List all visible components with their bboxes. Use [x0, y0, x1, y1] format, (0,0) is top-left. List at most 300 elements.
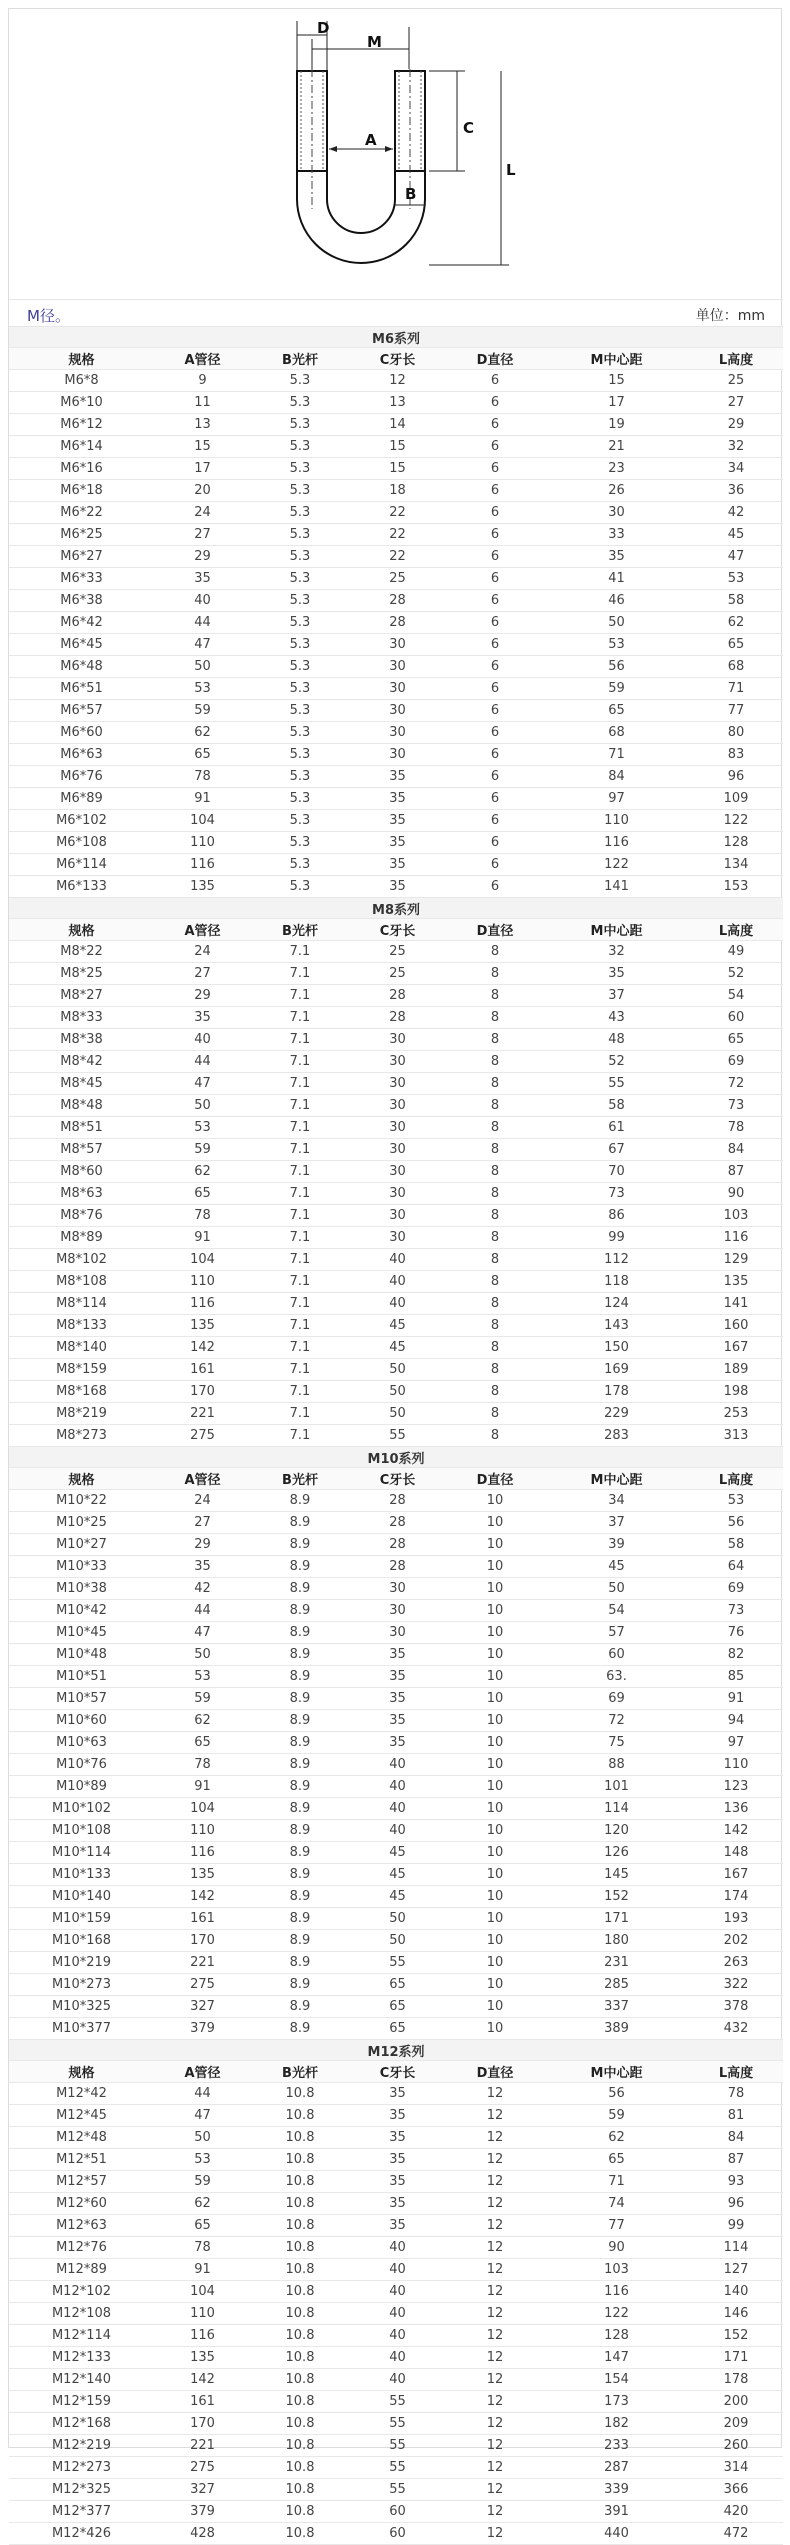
table-cell: 28	[349, 1556, 446, 1578]
table-cell: 30	[349, 1139, 446, 1161]
table-cell: 6	[446, 788, 544, 810]
table-cell: 8	[446, 1425, 544, 1447]
table-cell: 40	[349, 2259, 446, 2281]
table-cell: 99	[544, 1227, 689, 1249]
table-row	[9, 458, 783, 480]
table-cell: M10*57	[9, 1688, 154, 1710]
table-cell: 35	[349, 2171, 446, 2193]
table-cell: 5.3	[251, 370, 349, 392]
table-cell: 35	[349, 1688, 446, 1710]
table-cell: 22	[349, 524, 446, 546]
c-label: C	[463, 119, 475, 137]
table-row	[9, 1249, 783, 1271]
table-cell: 8	[446, 1337, 544, 1359]
column-header: D直径	[446, 348, 544, 370]
table-cell: M8*168	[9, 1381, 154, 1403]
table-cell: 10.8	[251, 2325, 349, 2347]
table-cell: 47	[689, 546, 783, 568]
table-cell: 53	[154, 2149, 251, 2171]
table-cell: 35	[349, 1732, 446, 1754]
table-cell: M8*219	[9, 1403, 154, 1425]
table-cell: 104	[154, 810, 251, 832]
table-cell: 6	[446, 634, 544, 656]
table-cell: 12	[446, 2215, 544, 2237]
table-cell: 59	[154, 1688, 251, 1710]
table-row	[9, 1578, 783, 1600]
table-row	[9, 1183, 783, 1205]
table-row	[9, 766, 783, 788]
series-title-row	[9, 898, 783, 919]
table-cell: 71	[544, 744, 689, 766]
table-cell: 7.1	[251, 1359, 349, 1381]
table-cell: 53	[689, 568, 783, 590]
table-cell: M6*10	[9, 392, 154, 414]
table-cell: 40	[349, 2281, 446, 2303]
table-cell: 193	[689, 1908, 783, 1930]
table-cell: 10.8	[251, 2149, 349, 2171]
table-cell: 141	[544, 876, 689, 898]
table-cell: 229	[544, 1403, 689, 1425]
table-cell: 8.9	[251, 1754, 349, 1776]
table-cell: 5.3	[251, 656, 349, 678]
table-cell: 8	[446, 1007, 544, 1029]
table-cell: 146	[689, 2303, 783, 2325]
table-cell: M10*325	[9, 1996, 154, 2018]
table-cell: 56	[689, 1512, 783, 1534]
table-cell: 5.3	[251, 502, 349, 524]
table-cell: 65	[349, 1974, 446, 1996]
table-cell: 59	[154, 700, 251, 722]
table-cell: 152	[689, 2325, 783, 2347]
table-cell: 39	[544, 1534, 689, 1556]
table-cell: 12	[446, 2127, 544, 2149]
table-cell: 85	[689, 1666, 783, 1688]
table-row	[9, 1271, 783, 1293]
table-cell: 6	[446, 414, 544, 436]
table-cell: 25	[349, 568, 446, 590]
table-cell: 25	[689, 370, 783, 392]
table-cell: M6*42	[9, 612, 154, 634]
table-cell: 171	[689, 2347, 783, 2369]
table-cell: 153	[689, 876, 783, 898]
table-cell: M6*45	[9, 634, 154, 656]
column-header: D直径	[446, 2061, 544, 2083]
table-cell: 21	[544, 436, 689, 458]
table-cell: M10*168	[9, 1930, 154, 1952]
table-row	[9, 2237, 783, 2259]
table-cell: M6*38	[9, 590, 154, 612]
table-cell: 47	[154, 634, 251, 656]
table-cell: M12*42	[9, 2083, 154, 2105]
table-cell: M10*133	[9, 1864, 154, 1886]
table-cell: M10*60	[9, 1710, 154, 1732]
table-cell: 263	[689, 1952, 783, 1974]
table-cell: 103	[544, 2259, 689, 2281]
table-cell: 43	[544, 1007, 689, 1029]
table-cell: M6*14	[9, 436, 154, 458]
table-cell: 84	[689, 2127, 783, 2149]
table-cell: 12	[446, 2083, 544, 2105]
table-cell: 5.3	[251, 700, 349, 722]
table-cell: 145	[544, 1864, 689, 1886]
table-cell: M12*325	[9, 2479, 154, 2501]
table-cell: 10.8	[251, 2479, 349, 2501]
table-cell: 35	[349, 2105, 446, 2127]
table-cell: 50	[154, 1644, 251, 1666]
table-cell: M10*219	[9, 1952, 154, 1974]
table-cell: 10	[446, 1908, 544, 1930]
column-header: 规格	[9, 1468, 154, 1490]
table-row	[9, 1864, 783, 1886]
table-row	[9, 1117, 783, 1139]
table-cell: M8*51	[9, 1117, 154, 1139]
table-cell: 53	[154, 1666, 251, 1688]
table-cell: 17	[154, 458, 251, 480]
table-cell: 112	[544, 1249, 689, 1271]
column-header: M中心距	[544, 1468, 689, 1490]
table-cell: 6	[446, 436, 544, 458]
table-cell: 59	[154, 2171, 251, 2193]
table-cell: 129	[689, 1249, 783, 1271]
table-cell: 13	[154, 414, 251, 436]
table-row	[9, 2215, 783, 2237]
table-cell: 65	[544, 2149, 689, 2171]
table-cell: 69	[689, 1051, 783, 1073]
table-cell: M12*45	[9, 2105, 154, 2127]
table-cell: M6*18	[9, 480, 154, 502]
table-cell: 94	[689, 1710, 783, 1732]
table-cell: 20	[154, 480, 251, 502]
table-cell: 7.1	[251, 1205, 349, 1227]
table-cell: M10*45	[9, 1622, 154, 1644]
table-cell: 12	[446, 2435, 544, 2457]
table-row	[9, 2259, 783, 2281]
table-cell: 5.3	[251, 458, 349, 480]
table-cell: 114	[689, 2237, 783, 2259]
table-cell: 116	[154, 1842, 251, 1864]
table-cell: 8.9	[251, 1512, 349, 1534]
table-cell: 10.8	[251, 2413, 349, 2435]
table-cell: 7.1	[251, 1183, 349, 1205]
table-cell: 8.9	[251, 1622, 349, 1644]
table-cell: 7.1	[251, 1007, 349, 1029]
table-cell: 12	[446, 2523, 544, 2545]
table-cell: 7.1	[251, 1161, 349, 1183]
table-cell: 35	[349, 2149, 446, 2171]
table-cell: 30	[349, 722, 446, 744]
table-cell: M10*273	[9, 1974, 154, 1996]
table-cell: 5.3	[251, 744, 349, 766]
table-cell: M12*89	[9, 2259, 154, 2281]
table-cell: 200	[689, 2391, 783, 2413]
table-cell: 5.3	[251, 414, 349, 436]
table-row	[9, 1029, 783, 1051]
table-cell: 65	[544, 700, 689, 722]
column-header: 规格	[9, 919, 154, 941]
table-cell: 10	[446, 1776, 544, 1798]
series-title-row	[9, 2040, 783, 2061]
table-row	[9, 2347, 783, 2369]
table-cell: 78	[154, 766, 251, 788]
table-cell: 8.9	[251, 1688, 349, 1710]
table-cell: 420	[689, 2501, 783, 2523]
table-cell: 35	[544, 963, 689, 985]
table-cell: 46	[544, 590, 689, 612]
table-row	[9, 2193, 783, 2215]
table-cell: 7.1	[251, 1293, 349, 1315]
table-cell: 8.9	[251, 2018, 349, 2040]
table-cell: M8*63	[9, 1183, 154, 1205]
table-cell: 10	[446, 1930, 544, 1952]
table-cell: 35	[349, 854, 446, 876]
table-cell: 29	[154, 546, 251, 568]
table-cell: M8*48	[9, 1095, 154, 1117]
table-row	[9, 1908, 783, 1930]
table-row	[9, 370, 783, 392]
table-cell: 40	[349, 2369, 446, 2391]
a-label: A	[365, 131, 377, 149]
table-cell: 30	[349, 1578, 446, 1600]
table-cell: 27	[689, 392, 783, 414]
b-label: B	[405, 185, 417, 203]
column-header: 规格	[9, 348, 154, 370]
spec-table	[9, 327, 783, 2545]
table-cell: 65	[154, 1183, 251, 1205]
table-cell: 82	[689, 1644, 783, 1666]
table-row	[9, 1381, 783, 1403]
table-cell: 128	[544, 2325, 689, 2347]
table-cell: 6	[446, 722, 544, 744]
table-cell: 71	[544, 2171, 689, 2193]
table-cell: 7.1	[251, 1073, 349, 1095]
table-cell: 8.9	[251, 1974, 349, 1996]
table-cell: 6	[446, 678, 544, 700]
table-row	[9, 2457, 783, 2479]
table-cell: 45	[349, 1864, 446, 1886]
table-cell: M8*33	[9, 1007, 154, 1029]
table-cell: M6*33	[9, 568, 154, 590]
table-cell: 30	[349, 1095, 446, 1117]
table-row	[9, 524, 783, 546]
table-cell: 8.9	[251, 1908, 349, 1930]
table-row	[9, 700, 783, 722]
table-cell: 8	[446, 1205, 544, 1227]
table-row	[9, 1754, 783, 1776]
table-cell: 55	[349, 2435, 446, 2457]
column-header: A管径	[154, 919, 251, 941]
table-cell: 5.3	[251, 436, 349, 458]
table-cell: 174	[689, 1886, 783, 1908]
table-cell: 7.1	[251, 963, 349, 985]
table-cell: 10	[446, 1996, 544, 2018]
table-cell: 122	[544, 2303, 689, 2325]
table-cell: 10.8	[251, 2501, 349, 2523]
table-cell: 8.9	[251, 1930, 349, 1952]
table-row	[9, 1534, 783, 1556]
table-cell: 5.3	[251, 590, 349, 612]
table-cell: 22	[349, 546, 446, 568]
m-label: M	[367, 33, 382, 51]
table-cell: 47	[154, 2105, 251, 2127]
table-cell: M6*48	[9, 656, 154, 678]
table-cell: 29	[154, 985, 251, 1007]
table-row	[9, 2369, 783, 2391]
table-row	[9, 678, 783, 700]
table-cell: 8	[446, 1095, 544, 1117]
table-cell: 35	[544, 546, 689, 568]
table-cell: M10*48	[9, 1644, 154, 1666]
table-cell: 170	[154, 1930, 251, 1952]
table-cell: 65	[689, 1029, 783, 1051]
table-cell: 12	[349, 370, 446, 392]
table-cell: 8.9	[251, 1600, 349, 1622]
table-row	[9, 2391, 783, 2413]
table-cell: 8	[446, 1183, 544, 1205]
table-cell: 171	[544, 1908, 689, 1930]
table-cell: 64	[689, 1556, 783, 1578]
column-header: C牙长	[349, 1468, 446, 1490]
table-cell: 30	[349, 656, 446, 678]
table-cell: 40	[349, 1249, 446, 1271]
table-cell: 40	[349, 1798, 446, 1820]
table-row	[9, 2105, 783, 2127]
table-cell: M12*377	[9, 2501, 154, 2523]
table-cell: M10*51	[9, 1666, 154, 1688]
table-cell: 12	[446, 2193, 544, 2215]
table-cell: M8*133	[9, 1315, 154, 1337]
table-cell: 8	[446, 1293, 544, 1315]
column-header: M中心距	[544, 2061, 689, 2083]
table-cell: 54	[544, 1600, 689, 1622]
table-cell: 78	[154, 2237, 251, 2259]
table-row	[9, 1842, 783, 1864]
table-cell: 7.1	[251, 1381, 349, 1403]
table-cell: 96	[689, 766, 783, 788]
column-header: C牙长	[349, 2061, 446, 2083]
table-cell: 8.9	[251, 1776, 349, 1798]
table-cell: 10.8	[251, 2171, 349, 2193]
page-frame	[8, 8, 782, 2541]
table-cell: 62	[154, 722, 251, 744]
table-cell: 5.3	[251, 612, 349, 634]
column-header: 规格	[9, 2061, 154, 2083]
table-cell: 30	[349, 634, 446, 656]
table-cell: 10	[446, 1600, 544, 1622]
table-cell: M6*25	[9, 524, 154, 546]
table-cell: 8	[446, 941, 544, 963]
table-row	[9, 1556, 783, 1578]
table-cell: M12*51	[9, 2149, 154, 2171]
table-cell: 148	[689, 1842, 783, 1864]
series-title-row	[9, 327, 783, 348]
table-cell: 114	[544, 1798, 689, 1820]
table-cell: 135	[154, 1864, 251, 1886]
table-cell: 36	[689, 480, 783, 502]
table-cell: 8.9	[251, 1578, 349, 1600]
table-cell: 135	[689, 1271, 783, 1293]
table-row	[9, 1952, 783, 1974]
table-cell: 81	[689, 2105, 783, 2127]
table-cell: 136	[689, 1798, 783, 1820]
table-row	[9, 1776, 783, 1798]
table-cell: 8.9	[251, 1644, 349, 1666]
table-cell: 101	[544, 1776, 689, 1798]
table-cell: 60	[544, 1644, 689, 1666]
table-cell: 55	[349, 1425, 446, 1447]
table-cell: 56	[544, 656, 689, 678]
table-cell: 40	[154, 590, 251, 612]
table-cell: 10.8	[251, 2347, 349, 2369]
table-cell: M6*51	[9, 678, 154, 700]
table-cell: 54	[689, 985, 783, 1007]
table-cell: 169	[544, 1359, 689, 1381]
table-cell: M8*102	[9, 1249, 154, 1271]
table-cell: 65	[154, 744, 251, 766]
table-cell: 50	[349, 1908, 446, 1930]
table-cell: 8	[446, 1381, 544, 1403]
table-row	[9, 1051, 783, 1073]
table-row	[9, 985, 783, 1007]
table-cell: 10.8	[251, 2523, 349, 2545]
table-cell: 29	[689, 414, 783, 436]
table-cell: 15	[349, 436, 446, 458]
table-cell: 160	[689, 1315, 783, 1337]
table-cell: 5.3	[251, 546, 349, 568]
table-cell: 87	[689, 2149, 783, 2171]
table-cell: 10	[446, 1688, 544, 1710]
table-cell: 62	[154, 2193, 251, 2215]
table-cell: M8*76	[9, 1205, 154, 1227]
table-cell: M6*63	[9, 744, 154, 766]
table-cell: 35	[349, 2215, 446, 2237]
table-cell: 28	[349, 590, 446, 612]
table-cell: 73	[689, 1600, 783, 1622]
table-cell: 8.9	[251, 1996, 349, 2018]
table-cell: 69	[544, 1688, 689, 1710]
table-cell: 84	[544, 766, 689, 788]
table-cell: 69	[689, 1578, 783, 1600]
table-cell: 96	[689, 2193, 783, 2215]
table-cell: 35	[349, 2083, 446, 2105]
table-cell: M10*102	[9, 1798, 154, 1820]
table-cell: 8.9	[251, 1842, 349, 1864]
table-cell: 25	[349, 963, 446, 985]
table-cell: 10.8	[251, 2215, 349, 2237]
table-cell: 45	[544, 1556, 689, 1578]
table-cell: 10	[446, 1578, 544, 1600]
table-cell: 8	[446, 985, 544, 1007]
table-cell: 8	[446, 1359, 544, 1381]
table-cell: 8	[446, 1227, 544, 1249]
table-cell: 170	[154, 2413, 251, 2435]
table-cell: 6	[446, 854, 544, 876]
table-cell: 91	[154, 788, 251, 810]
table-cell: 90	[689, 1183, 783, 1205]
table-cell: 12	[446, 2149, 544, 2171]
table-row	[9, 788, 783, 810]
table-cell: 30	[349, 1161, 446, 1183]
table-cell: 285	[544, 1974, 689, 1996]
table-cell: 122	[544, 854, 689, 876]
table-row	[9, 1161, 783, 1183]
table-row	[9, 1710, 783, 1732]
table-cell: 30	[349, 678, 446, 700]
table-cell: 167	[689, 1337, 783, 1359]
table-cell: 40	[349, 2325, 446, 2347]
table-cell: M8*27	[9, 985, 154, 1007]
table-cell: 10	[446, 1622, 544, 1644]
table-cell: 283	[544, 1425, 689, 1447]
